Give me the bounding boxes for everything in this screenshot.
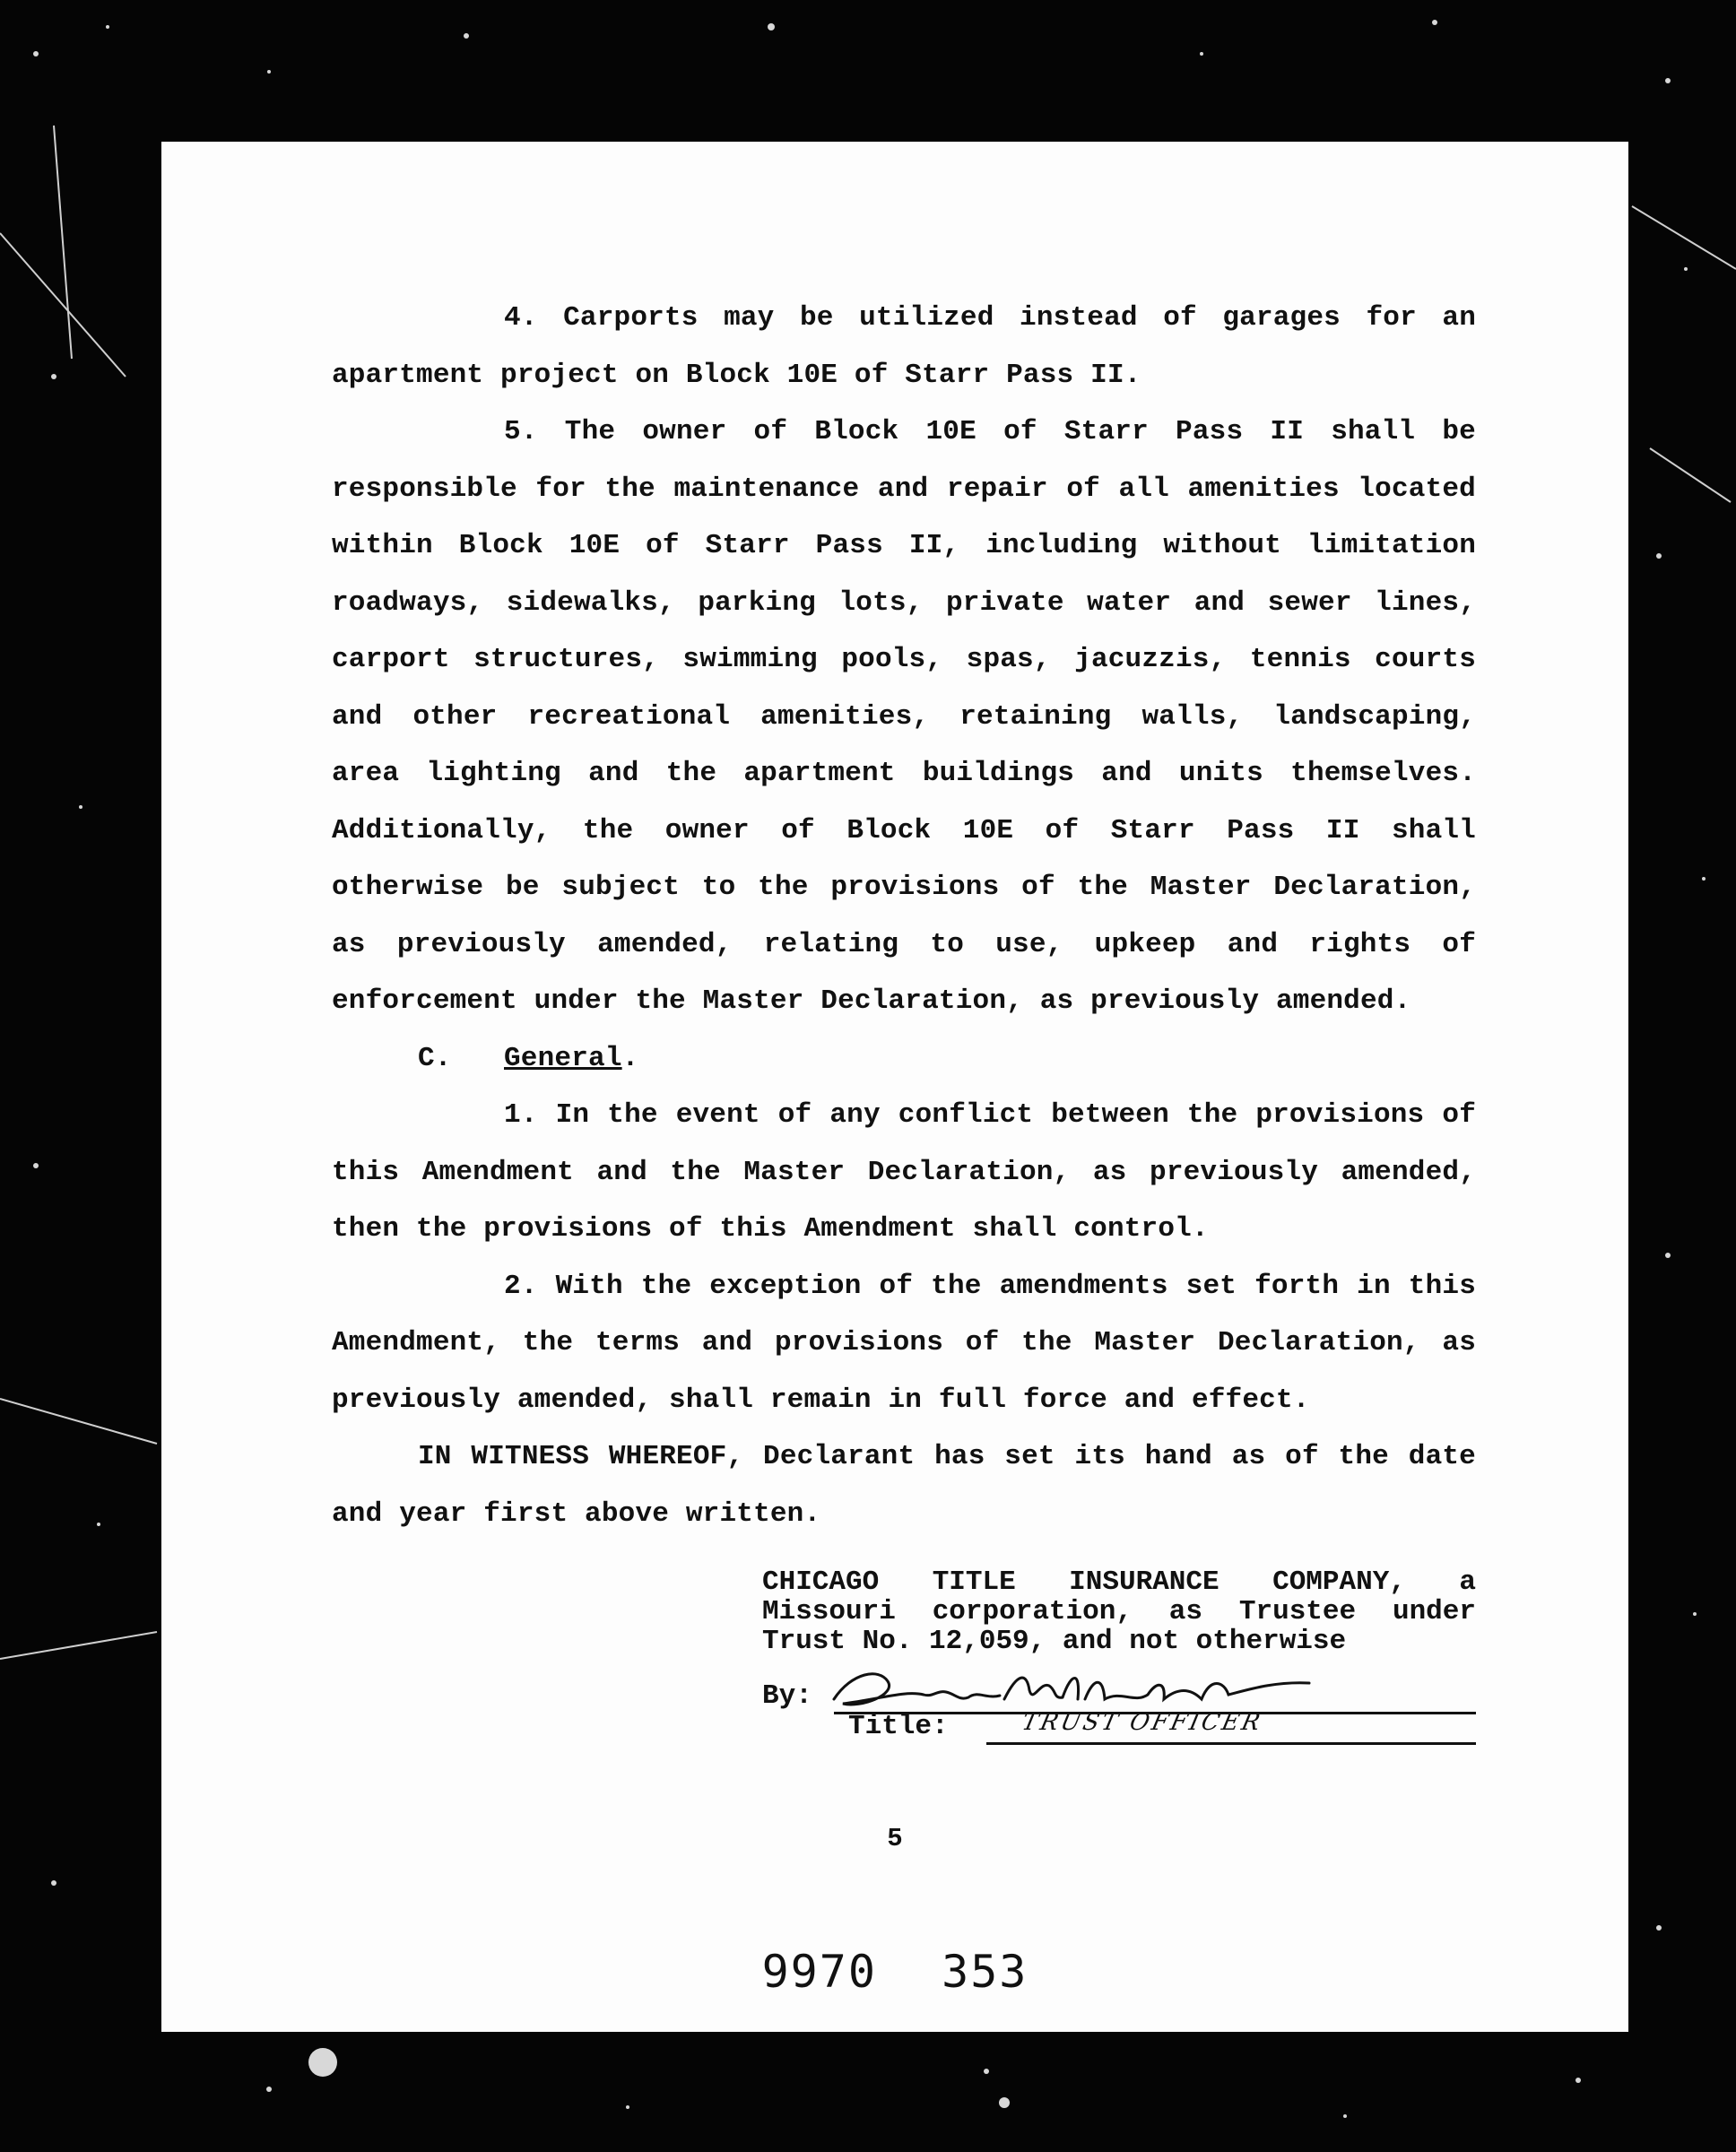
witness-paragraph: IN WITNESS WHEREOF, Declarant has set its hand as of the date and year first above written. [332,1441,1476,1530]
page-number: 5 [887,1824,903,1853]
document-page [161,142,1628,2032]
section-c-heading [332,1030,1476,1088]
paragraph-c1: 1. In the event of any conflict between the provisions of this Amendment and the Master Declaration, as previously amended, then the provisions of this Amendment shall control. [332,1099,1476,1245]
by-label: By: [762,1680,812,1712]
title-line [986,1742,1476,1745]
paragraph-c2: 2. With the exception of the amendments set forth in this Amendment, the terms and provisions of the Master Declaration, as previously amended, shall remain in full force and effect. [332,1270,1476,1416]
paragraph-4: 4. Carports may be utilized instead of garages for an apartment project on Block 10E of Starr Pass II. [332,302,1476,391]
signature-block [762,1567,1476,1751]
document-body [332,290,1476,1542]
signatory-company: CHICAGO TITLE INSURANCE COMPANY, a Missouri corporation, as Trustee under Trust No. 12,059, and not otherwise [762,1566,1476,1657]
section-c-label: General [504,1042,622,1074]
title-label: Title: [848,1711,949,1742]
title-value: TRUST OFFICER [1019,1709,1265,1736]
document-number: 9970 353 [761,1946,1029,1998]
section-c-suffix: . [621,1042,639,1074]
title-row [762,1709,1476,1751]
paragraph-5: 5. The owner of Block 10E of Starr Pass II shall be responsible for the maintenance and repair of all amenities located within Block 10E of Starr Pass II, including without limitation roadways, sidewalks, parking lots, private water and sewer lines, carport structures, swimming pools, spas, jacuzzis, tennis courts and other recreational amenities, retaining walls, landscaping, area lighting and the apartment buildings and units themselves. Additionally, the owner of Block 10E of Starr Pass II shall otherwise be subject to the provisions of the Master Declaration, as previously amended, relating to use, upkeep and rights of enforcement under the Master Declaration, as previously amended. [332,416,1476,1017]
section-c-letter: C. [418,1042,452,1074]
